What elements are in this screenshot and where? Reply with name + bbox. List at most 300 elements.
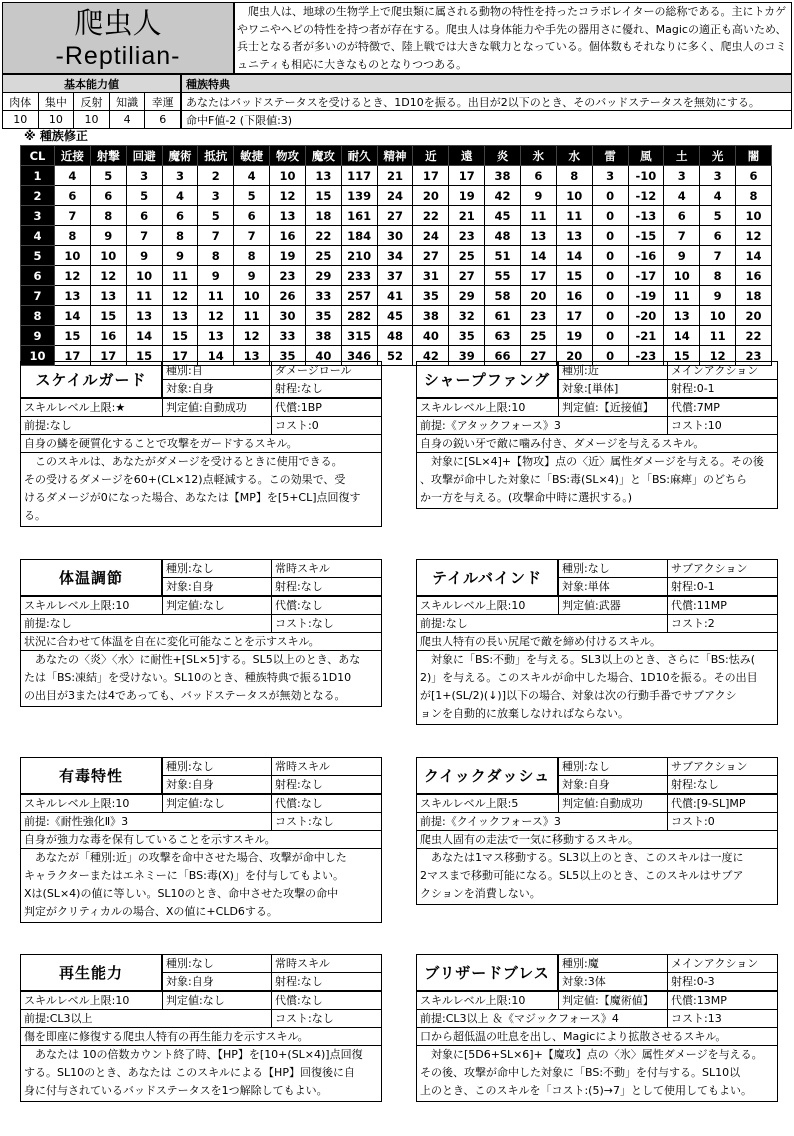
- modifier-cell: 9: [162, 246, 198, 266]
- skill-prereq: 前提:《クイックフォース》3: [416, 812, 668, 831]
- skill-judge: 判定値:自動成功: [558, 794, 668, 813]
- modifier-cell: 7: [700, 246, 736, 266]
- skill-target: 対象:自身: [162, 972, 272, 991]
- modifier-cell: 6: [736, 166, 772, 186]
- skill-timing: 常時スキル: [271, 559, 382, 578]
- modifier-cell: 3: [592, 166, 628, 186]
- race-title-box: [2, 2, 234, 74]
- skill-body-line: あなたは 10の倍数カウント終了時、【HP】を[10+(SL×4)]点回復: [24, 1048, 363, 1061]
- modifier-cell: 9: [664, 246, 700, 266]
- skill-timing: 常時スキル: [271, 757, 382, 776]
- skill-cost-a: 代償:1BP: [271, 398, 382, 417]
- modifier-cell: 8: [90, 206, 126, 226]
- modifier-cell: 8: [700, 266, 736, 286]
- modifier-cell: 5: [90, 166, 126, 186]
- modifier-cell: 13: [270, 206, 306, 226]
- skill-card: [20, 559, 382, 721]
- modifier-cell: 3: [700, 166, 736, 186]
- modifier-cell: 13: [234, 346, 270, 366]
- modifier-cell: -12: [628, 186, 664, 206]
- modifier-cell: 17: [162, 346, 198, 366]
- modifier-cell: 14: [664, 326, 700, 346]
- modifier-row: [21, 246, 772, 266]
- modifier-cell: 38: [413, 306, 449, 326]
- modifier-cell: 7: [234, 226, 270, 246]
- skill-body: [416, 1045, 778, 1102]
- modifier-cell: 17: [90, 346, 126, 366]
- modifier-cell: 51: [485, 246, 521, 266]
- skill-target: 対象:[単体]: [558, 379, 668, 398]
- modifier-cell: 184: [341, 226, 377, 246]
- skill-target: 対象:自身: [162, 379, 272, 398]
- skill-body-line: 上のとき、このスキルを「コスト:(5)→7」として使用してもよい。: [420, 1084, 752, 1097]
- skill-body-line: 2)」を与える。このスキルが命中した場合、1D10を振る。その出目: [420, 671, 758, 684]
- stat-label: 肉体: [3, 93, 39, 111]
- skill-name: クイックダッシュ: [416, 757, 558, 794]
- modifier-cell: 45: [377, 306, 413, 326]
- skill-card: [20, 757, 382, 919]
- modifier-cell: 25: [305, 246, 341, 266]
- modifier-cell: 4: [664, 186, 700, 206]
- modifier-cell: 22: [413, 206, 449, 226]
- skill-body-line: あなたが「種別:近」の攻撃を命中させた場合、攻撃が命中した: [24, 851, 347, 864]
- skill-body-line: あなたは1マス移動する。SL3以上のとき、このスキルは一度に: [420, 851, 744, 864]
- skill-body-line: 対象に「BS:不動」を与える。SL3以上のとき、さらに「BS:怯み(: [420, 653, 756, 666]
- skill-target: 対象:自身: [162, 577, 272, 596]
- modifier-cell: 40: [305, 346, 341, 366]
- skill-body-line: 2マスまで移動可能になる。SL5以上のとき、このスキルはサブア: [420, 869, 744, 882]
- modifier-cell: 346: [341, 346, 377, 366]
- modifier-cell: 20: [736, 306, 772, 326]
- modifier-cell: 27: [413, 246, 449, 266]
- modifier-cell: 30: [377, 226, 413, 246]
- skill-body: [416, 848, 778, 905]
- modifier-cell: 13: [520, 226, 556, 246]
- modifier-cell: 14: [736, 246, 772, 266]
- modifier-row: [21, 206, 772, 226]
- skill-max-level: スキルレベル上限:10: [416, 596, 559, 615]
- skill-max-level: スキルレベル上限:10: [20, 596, 163, 615]
- modifier-cell: 17: [413, 166, 449, 186]
- skill-cost-a: 代償:なし: [271, 596, 382, 615]
- modifier-cell: 10: [55, 246, 91, 266]
- skill-cost-a: 代償:13MP: [667, 991, 778, 1010]
- modifier-cell: 38: [485, 166, 521, 186]
- modifier-cell: 10: [234, 286, 270, 306]
- modifier-cell: 11: [520, 206, 556, 226]
- skill-cost-a: 代償:なし: [271, 991, 382, 1010]
- race-name-en: -Reptilian-: [55, 42, 181, 70]
- skill-prereq: 前提:なし: [20, 614, 272, 633]
- modifier-cell: -13: [628, 206, 664, 226]
- modifier-cell: 12: [234, 326, 270, 346]
- modifier-cell: 6: [55, 186, 91, 206]
- skill-cost-b: コスト:なし: [271, 812, 382, 831]
- skill-cost-b: コスト:10: [667, 416, 778, 435]
- skill-type: 種別:近: [558, 361, 668, 380]
- modifier-row: [21, 286, 772, 306]
- modifier-cell: 26: [270, 286, 306, 306]
- modifier-cell: 12: [700, 346, 736, 366]
- cl-level-cell: 3: [21, 206, 55, 226]
- modifier-cell: 8: [198, 246, 234, 266]
- modifier-cell: 8: [55, 226, 91, 246]
- cl-header: CL: [21, 146, 55, 166]
- modifier-column-header: 炎: [485, 146, 521, 166]
- modifier-cell: 17: [556, 306, 592, 326]
- modifier-cell: 3: [126, 166, 162, 186]
- skill-body-line: 身に付与されているバッドステータスを1つ解除してもよい。: [24, 1084, 328, 1097]
- skill-body-line: キャラクターまたはエネミーに「BS:毒(X)」を付与してもよい。: [24, 869, 344, 882]
- modifier-cell: 24: [413, 226, 449, 246]
- modifier-column-header: 水: [556, 146, 592, 166]
- modifier-cell: -15: [628, 226, 664, 246]
- modifier-cell: 55: [485, 266, 521, 286]
- stat-value: 4: [109, 111, 145, 129]
- modifier-column-header: 精神: [377, 146, 413, 166]
- modifier-column-header: 遠: [449, 146, 485, 166]
- modifier-row: [21, 166, 772, 186]
- modifier-cell: 10: [90, 246, 126, 266]
- stat-label: 集中: [38, 93, 74, 111]
- modifier-cell: -16: [628, 246, 664, 266]
- skill-name: 有毒特性: [20, 757, 162, 794]
- modifier-cell: 4: [55, 166, 91, 186]
- skill-card: [416, 757, 778, 919]
- skill-name: シャープファング: [416, 361, 558, 398]
- modifier-column-header: 物攻: [270, 146, 306, 166]
- modifier-body: [21, 166, 772, 366]
- modifier-cell: 12: [198, 306, 234, 326]
- skill-range: 射程:なし: [271, 379, 382, 398]
- modifier-cell: 5: [234, 186, 270, 206]
- skill-judge: 判定値:なし: [162, 991, 272, 1010]
- skill-summary: 傷を即座に修復する爬虫人特有の再生能力を示すスキル。: [20, 1027, 382, 1046]
- skill-body-line: あなたの〈炎〉〈水〉に耐性+[SL×5]する。SL5以上のとき、あな: [24, 653, 361, 666]
- skill-max-level: スキルレベル上限:★: [20, 398, 163, 417]
- skill-prereq: 前提:CL3以上 ＆《マジックフォース》4: [416, 1009, 668, 1028]
- modifier-cell: 38: [305, 326, 341, 346]
- modifier-cell: 15: [126, 346, 162, 366]
- modifier-cell: 0: [592, 326, 628, 346]
- skill-cost-a: 代償:なし: [271, 794, 382, 813]
- skill-prereq: 前提:《耐性強化Ⅱ》3: [20, 812, 272, 831]
- modifier-cell: 29: [305, 266, 341, 286]
- stat-label: 知識: [109, 93, 145, 111]
- modifier-cell: 14: [126, 326, 162, 346]
- skill-max-level: スキルレベル上限:10: [20, 794, 163, 813]
- stat-value: 10: [38, 111, 74, 129]
- modifier-cell: 13: [198, 326, 234, 346]
- cl-level-cell: 8: [21, 306, 55, 326]
- skill-body-line: 対象に[SL×4]+【物攻】点の〈近〉属性ダメージを与える。その後: [420, 455, 764, 468]
- skill-body-line: けるダメージが0になった場合、あなたは【MP】を[5+CL]点回復す: [24, 491, 361, 504]
- skill-type: 種別:魔: [558, 954, 668, 973]
- modifier-cell: 23: [270, 266, 306, 286]
- modifier-cell: 6: [700, 226, 736, 246]
- modifier-cell: 16: [90, 326, 126, 346]
- skill-judge: 判定値:【魔術値】: [558, 991, 668, 1010]
- modifier-cell: 20: [556, 346, 592, 366]
- modifier-cell: 30: [270, 306, 306, 326]
- skill-judge: 判定値:【近接値】: [558, 398, 668, 417]
- modifier-cell: 12: [90, 266, 126, 286]
- skill-type: 種別:なし: [558, 757, 668, 776]
- cl-level-cell: 6: [21, 266, 55, 286]
- modifier-cell: 4: [700, 186, 736, 206]
- skill-max-level: スキルレベル上限:10: [416, 991, 559, 1010]
- modifier-cell: 20: [413, 186, 449, 206]
- modifier-cell: 22: [305, 226, 341, 246]
- modifier-cell: 31: [413, 266, 449, 286]
- skill-cost-a: 代償:[9-SL]MP: [667, 794, 778, 813]
- skill-range: 射程:0-1: [667, 379, 778, 398]
- modifier-cell: 12: [55, 266, 91, 286]
- cl-level-cell: 9: [21, 326, 55, 346]
- modifier-cell: 21: [377, 166, 413, 186]
- modifier-cell: -17: [628, 266, 664, 286]
- skill-name: 体温調節: [20, 559, 162, 596]
- modifier-column-header: 氷: [520, 146, 556, 166]
- modifier-cell: -21: [628, 326, 664, 346]
- modifier-cell: 4: [162, 186, 198, 206]
- modifier-cell: 9: [198, 266, 234, 286]
- modifier-cell: 27: [449, 266, 485, 286]
- modifier-cell: 20: [520, 286, 556, 306]
- skill-cost-b: コスト:0: [271, 416, 382, 435]
- modifier-cell: 282: [341, 306, 377, 326]
- skill-card: [416, 361, 778, 523]
- modifier-cell: 10: [700, 306, 736, 326]
- skill-judge: 判定値:なし: [162, 794, 272, 813]
- modifier-cell: 14: [556, 246, 592, 266]
- modifier-cell: 7: [55, 206, 91, 226]
- skill-timing: メインアクション: [667, 954, 778, 973]
- modifier-cell: 39: [449, 346, 485, 366]
- skill-prereq: 前提:なし: [416, 614, 668, 633]
- modifier-cell: 52: [377, 346, 413, 366]
- modifier-cell: 23: [736, 346, 772, 366]
- modifier-column-header: 光: [700, 146, 736, 166]
- modifier-cell: 25: [520, 326, 556, 346]
- skill-body: [20, 1045, 382, 1102]
- skill-timing: 常時スキル: [271, 954, 382, 973]
- modifier-cell: 210: [341, 246, 377, 266]
- modifier-column-header: 近接: [55, 146, 91, 166]
- modifier-cell: 0: [592, 246, 628, 266]
- modifier-cell: 23: [520, 306, 556, 326]
- skill-name: スケイルガード: [20, 361, 162, 398]
- modifier-cell: 13: [162, 306, 198, 326]
- modifier-cell: 63: [485, 326, 521, 346]
- skill-summary: 自身の鱗を硬質化することで攻撃をガードするスキル。: [20, 434, 382, 453]
- modifier-column-header: 闇: [736, 146, 772, 166]
- skill-cost-b: コスト:なし: [271, 1009, 382, 1028]
- skill-range: 射程:0-1: [667, 577, 778, 596]
- modifier-row: [21, 306, 772, 326]
- modifier-cell: 16: [556, 286, 592, 306]
- skill-summary: 自身が強力な毒を保有していることを示すスキル。: [20, 830, 382, 849]
- modifier-cell: 233: [341, 266, 377, 286]
- modifier-cell: 12: [270, 186, 306, 206]
- modifier-cell: 0: [592, 286, 628, 306]
- modifier-cell: -20: [628, 306, 664, 326]
- modifier-column-header: 抵抗: [198, 146, 234, 166]
- stat-value: 10: [3, 111, 39, 129]
- modifier-cell: 3: [664, 166, 700, 186]
- skill-name: 再生能力: [20, 954, 162, 991]
- modifier-cell: 5: [198, 206, 234, 226]
- modifier-cell: 13: [55, 286, 91, 306]
- modifier-cell: 18: [305, 206, 341, 226]
- skill-timing: メインアクション: [667, 361, 778, 380]
- skill-body-line: る。: [24, 509, 46, 522]
- skill-cost-a: 代償:7MP: [667, 398, 778, 417]
- skill-range: 射程:なし: [667, 775, 778, 794]
- modifier-cell: 9: [90, 226, 126, 246]
- modifier-cell: 12: [736, 226, 772, 246]
- modifier-cell: 48: [485, 226, 521, 246]
- skill-type: 種別:なし: [162, 757, 272, 776]
- skill-body: [416, 452, 778, 509]
- modifier-column-header: 雷: [592, 146, 628, 166]
- skill-summary: 自身の鋭い牙で敵に噛み付き、ダメージを与えるスキル。: [416, 434, 778, 453]
- modifier-column-header: 魔術: [162, 146, 198, 166]
- modifier-cell: 0: [592, 186, 628, 206]
- modifier-cell: 0: [592, 306, 628, 326]
- skill-target: 対象:単体: [558, 577, 668, 596]
- modifier-cell: 17: [520, 266, 556, 286]
- skill-judge: 判定値:武器: [558, 596, 668, 615]
- modifier-column-header: 土: [664, 146, 700, 166]
- modifier-cell: 6: [520, 166, 556, 186]
- modifier-cell: -23: [628, 346, 664, 366]
- modifier-cell: 34: [377, 246, 413, 266]
- skill-body: [20, 848, 382, 923]
- modifier-column-header: 近: [413, 146, 449, 166]
- modifier-cell: 33: [305, 286, 341, 306]
- modifier-column-header: 敏捷: [234, 146, 270, 166]
- modifier-cell: 42: [485, 186, 521, 206]
- modifier-cell: 0: [592, 346, 628, 366]
- modifier-cell: 27: [377, 206, 413, 226]
- modifier-cell: 9: [700, 286, 736, 306]
- skill-body-line: ョンを自動的に放棄しなければならない。: [420, 707, 629, 720]
- modifier-cell: 4: [234, 166, 270, 186]
- stat-value: 6: [145, 111, 181, 129]
- modifier-cell: 0: [592, 206, 628, 226]
- skill-target: 対象:3体: [558, 972, 668, 991]
- skill-timing: ダメージロール: [271, 361, 382, 380]
- modifier-header-row: [21, 146, 772, 166]
- skill-range: 射程:なし: [271, 972, 382, 991]
- modifier-cell: 9: [126, 246, 162, 266]
- skill-body-line: する。SL10のとき、あなたは このスキルによる【HP】回復後に自: [24, 1066, 355, 1079]
- skill-card: [416, 559, 778, 721]
- skill-target: 対象:自身: [558, 775, 668, 794]
- modifier-cell: 6: [90, 186, 126, 206]
- modifier-cell: 15: [90, 306, 126, 326]
- stat-label: 幸運: [145, 93, 181, 111]
- modifier-cell: -19: [628, 286, 664, 306]
- modifier-cell: 35: [449, 326, 485, 346]
- skill-max-level: スキルレベル上限:5: [416, 794, 559, 813]
- modifier-cell: 12: [162, 286, 198, 306]
- modifier-cell: 13: [90, 286, 126, 306]
- modifier-cell: 16: [270, 226, 306, 246]
- modifier-cell: 22: [736, 326, 772, 346]
- race-trait-header: 種族特典: [182, 75, 792, 93]
- modifier-cell: 42: [413, 346, 449, 366]
- modifier-cell: 10: [736, 206, 772, 226]
- modifier-cell: 17: [55, 346, 91, 366]
- modifier-cell: 35: [270, 346, 306, 366]
- modifier-row: [21, 266, 772, 286]
- modifier-row: [21, 226, 772, 246]
- skill-range: 射程:なし: [271, 577, 382, 596]
- skill-type: 種別:なし: [162, 954, 272, 973]
- skill-prereq: 前提:CL3以上: [20, 1009, 272, 1028]
- skill-body-line: 、攻撃が命中した対象に「BS:毒(SL×4)」と「BS:麻痺」のどちら: [420, 473, 747, 486]
- skill-body-line: Xは(SL×4)の値に等しい。SL10のとき、命中させた攻撃の命中: [24, 887, 339, 900]
- modifier-cell: 29: [449, 286, 485, 306]
- skill-body: [20, 452, 382, 527]
- modifier-cell: 16: [736, 266, 772, 286]
- base-stats-header: 基本能力値: [3, 75, 181, 93]
- modifier-cell: -10: [628, 166, 664, 186]
- race-modifier-table: [20, 145, 772, 366]
- modifier-cell: 0: [592, 266, 628, 286]
- modifier-cell: 32: [449, 306, 485, 326]
- modifier-row: [21, 186, 772, 206]
- race-trait-line: あなたはバッドステータスを受けるとき、1D10を振る。出目が2以下のとき、そのバッドステータスを無効にする。: [182, 93, 792, 111]
- cl-level-cell: 5: [21, 246, 55, 266]
- skill-body-line: の出目が3または4であっても、バッドステータスが無効となる。: [24, 689, 346, 702]
- skill-body-line: 判定がクリティカルの場合、Xの値に+CLD6する。: [24, 905, 278, 918]
- skill-name: テイルバインド: [416, 559, 558, 596]
- skill-range: 射程:なし: [271, 775, 382, 794]
- modifier-column-header: 魔攻: [305, 146, 341, 166]
- modifier-cell: 48: [377, 326, 413, 346]
- modifier-cell: 7: [126, 226, 162, 246]
- modifier-cell: 7: [664, 226, 700, 246]
- skill-name: ブリザードブレス: [416, 954, 558, 991]
- modifier-cell: 10: [556, 186, 592, 206]
- skill-cost-a: 代償:11MP: [667, 596, 778, 615]
- modifier-cell: 8: [162, 226, 198, 246]
- race-name-jp: 爬虫人: [74, 6, 162, 40]
- modifier-cell: 0: [592, 226, 628, 246]
- modifier-cell: 15: [162, 326, 198, 346]
- modifier-cell: 13: [305, 166, 341, 186]
- modifier-cell: 11: [198, 286, 234, 306]
- cl-level-cell: 1: [21, 166, 55, 186]
- skill-timing: サブアクション: [667, 559, 778, 578]
- modifier-cell: 15: [305, 186, 341, 206]
- skill-body-line: その後、攻撃が命中した対象に「BS:不動」を付与する。SL10以: [420, 1066, 741, 1079]
- modifier-cell: 27: [520, 346, 556, 366]
- modifier-cell: 33: [270, 326, 306, 346]
- modifier-cell: 23: [449, 226, 485, 246]
- modifier-cell: 25: [449, 246, 485, 266]
- modifier-column-header: 回避: [126, 146, 162, 166]
- skill-cost-b: コスト:0: [667, 812, 778, 831]
- modifier-cell: 11: [556, 206, 592, 226]
- skill-body-line: このスキルは、あなたがダメージを受けるときに使用できる。: [24, 455, 343, 468]
- skill-cost-b: コスト:13: [667, 1009, 778, 1028]
- modifier-column-header: 射撃: [90, 146, 126, 166]
- modifier-cell: 19: [449, 186, 485, 206]
